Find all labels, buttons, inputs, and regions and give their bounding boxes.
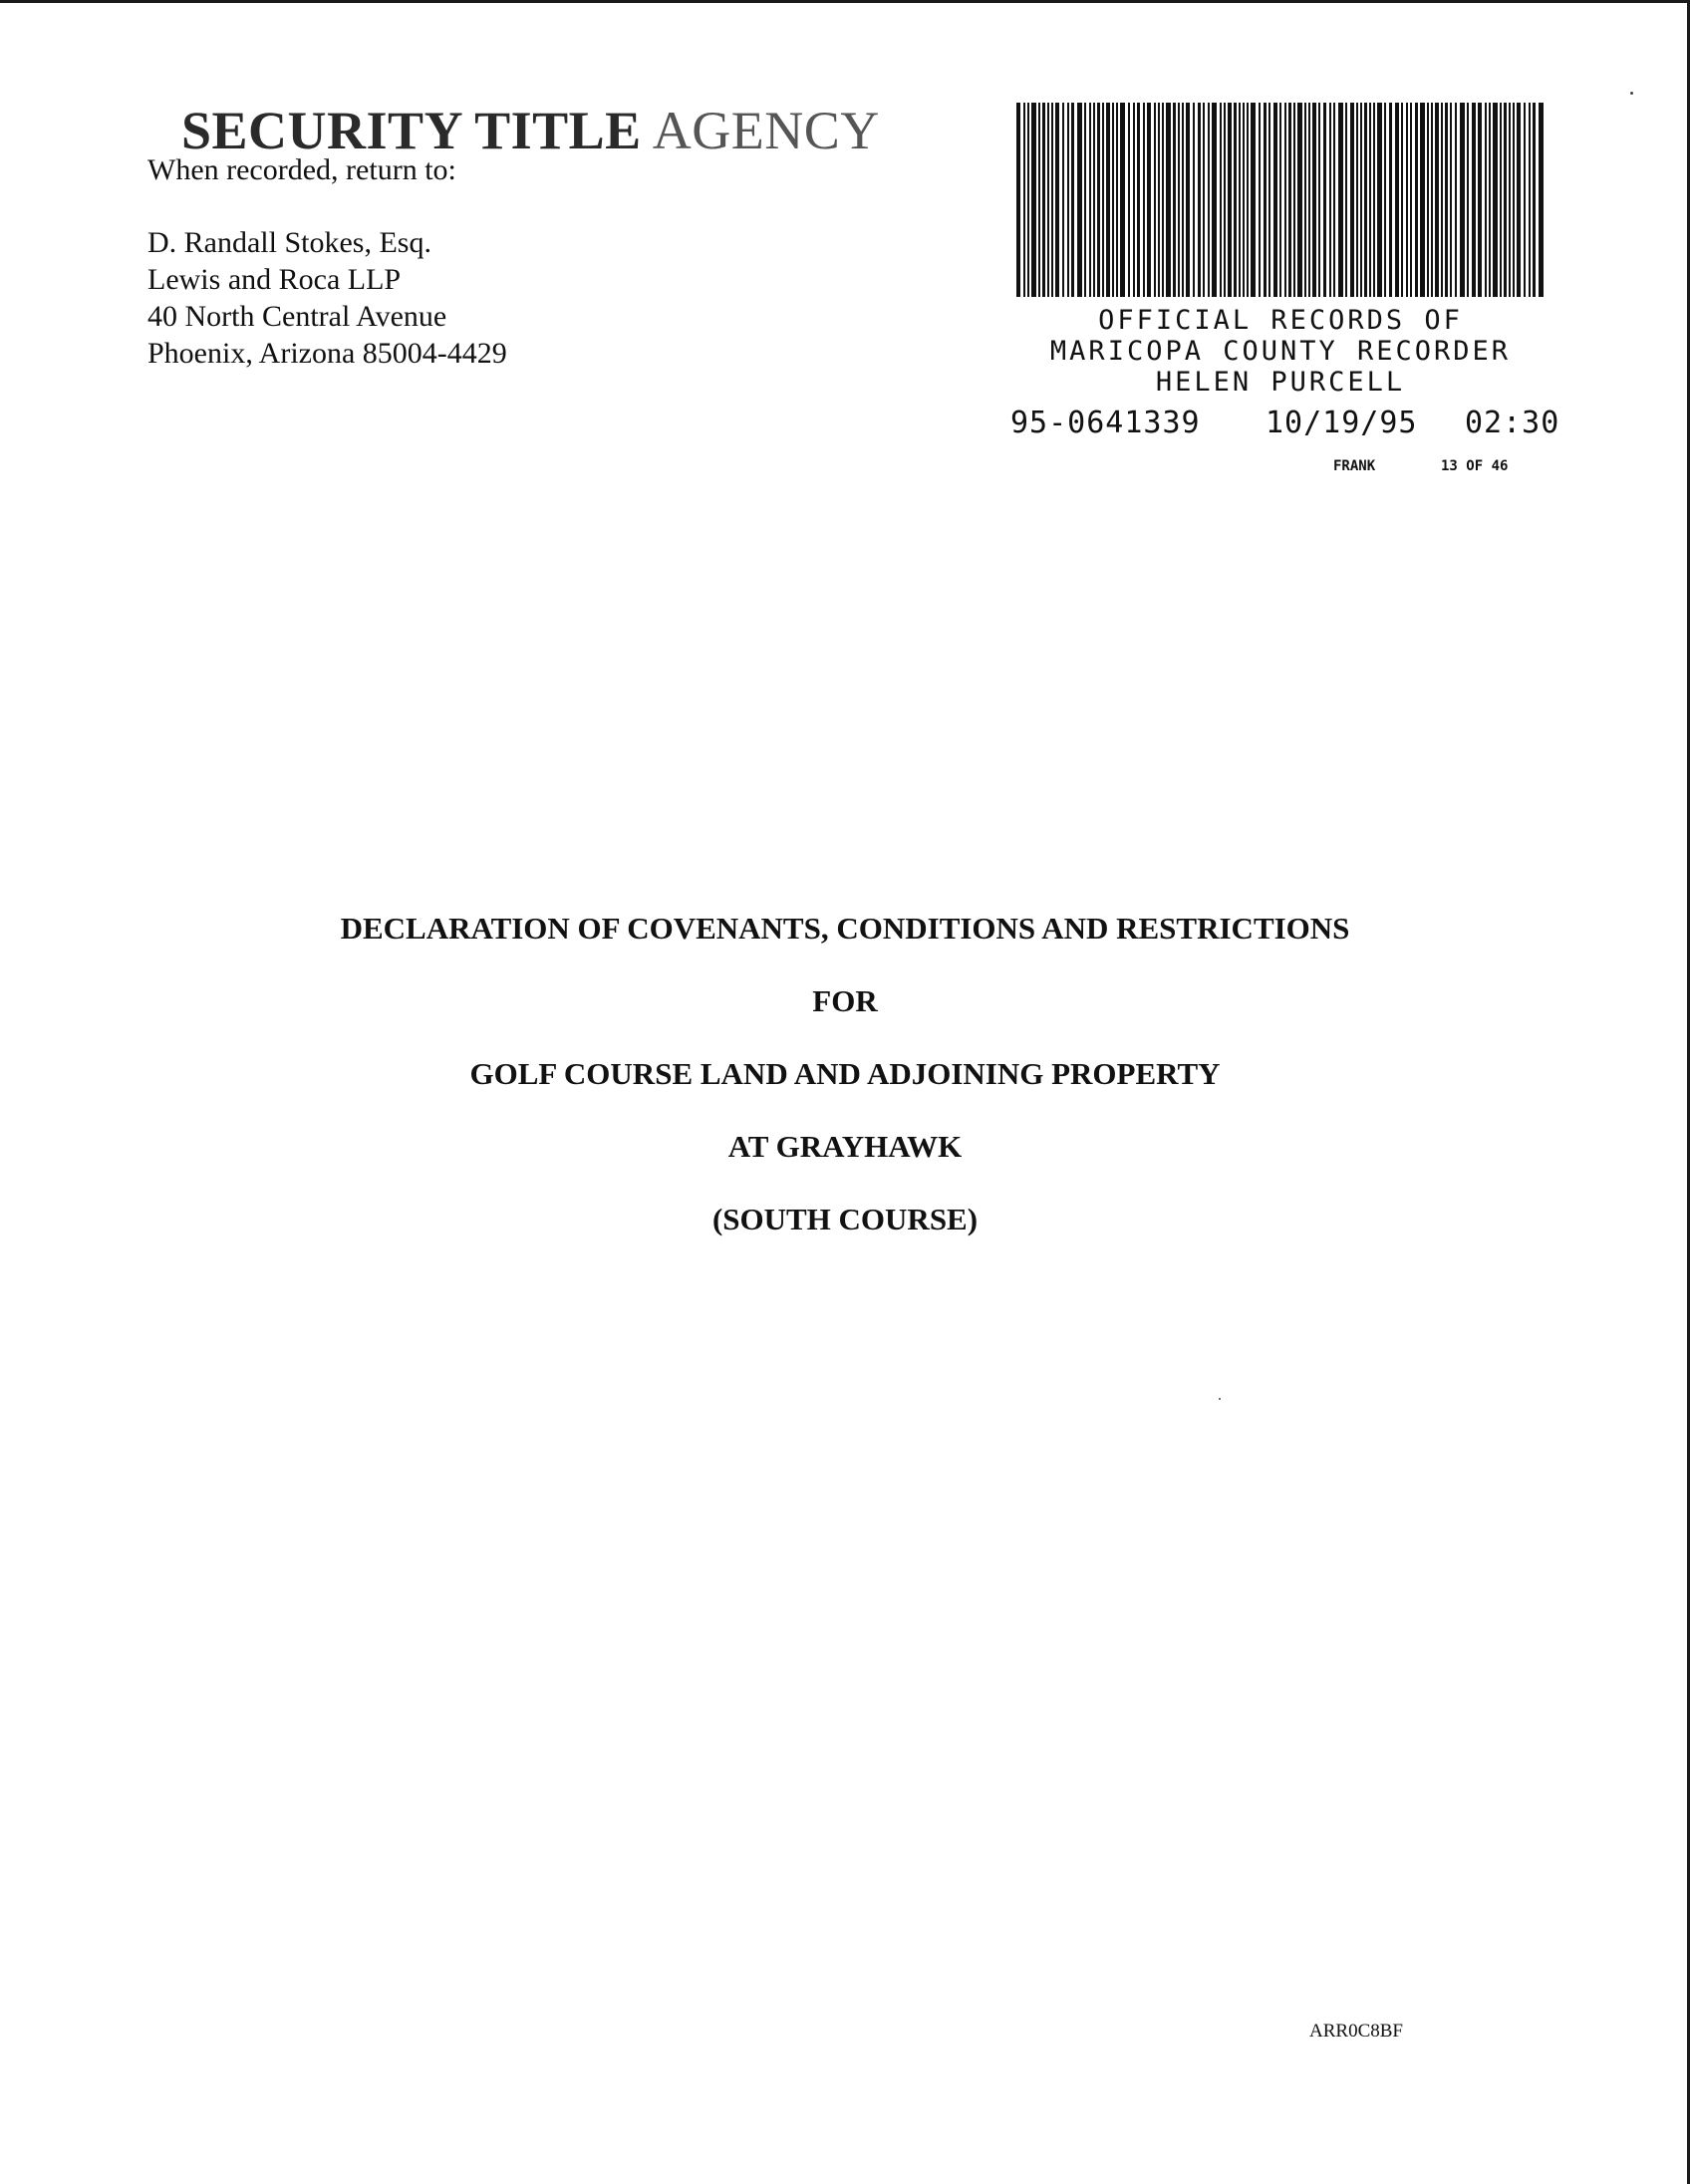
barcode-bar <box>1212 103 1217 297</box>
barcode-bar <box>1182 103 1184 297</box>
document-title <box>0 909 1690 1272</box>
barcode-bar <box>1517 103 1521 297</box>
barcode-bar <box>1410 103 1412 297</box>
barcode-bar <box>1467 103 1469 297</box>
barcode-bar <box>1389 103 1392 297</box>
title-line: (SOUTH COURSE) <box>711 1202 979 1236</box>
barcode-bar <box>1162 103 1164 297</box>
barcode-bar <box>1154 103 1156 297</box>
barcode-bar <box>1377 103 1382 297</box>
barcode-bar <box>1186 103 1190 297</box>
barcode-bar <box>1415 103 1418 297</box>
recorder-line: MARICOPA COUNTY RECORDER <box>1049 336 1512 367</box>
barcode-bar <box>1513 103 1515 297</box>
barcode-bar <box>1273 103 1277 297</box>
record-time: 02:30 <box>1465 406 1560 440</box>
barcode-bar <box>1504 103 1507 297</box>
barcode-bar <box>1304 103 1306 297</box>
barcode-bar <box>1042 103 1045 297</box>
barcode-bar <box>1220 103 1222 297</box>
barcode-bar <box>1234 103 1237 297</box>
barcode-bar <box>1067 103 1069 297</box>
barcode-bar <box>1455 103 1457 297</box>
barcode-bar <box>1533 103 1536 297</box>
title-line: AT GRAYHAWK <box>727 1129 963 1164</box>
barcode-bar <box>1224 103 1226 297</box>
barcode-bar <box>1120 103 1125 297</box>
barcode-bar <box>1489 103 1491 297</box>
scan-speck <box>1630 92 1633 95</box>
barcode-bar <box>1293 103 1295 297</box>
barcode-bar <box>1047 103 1049 297</box>
barcode-bar <box>1084 103 1086 297</box>
return-line: D. Randall Stokes, Esq. <box>147 226 431 259</box>
barcode-bar <box>1089 103 1091 297</box>
title-line: GOLF COURSE LAND AND ADJOINING PROPERTY <box>469 1056 1221 1091</box>
barcode-bar <box>1062 103 1064 297</box>
barcode-bar <box>1279 103 1281 297</box>
recording-barcode <box>1016 103 1545 297</box>
return-line: Phoenix, Arizona 85004-4429 <box>147 337 507 370</box>
barcode-bar <box>1259 103 1261 297</box>
barcode-bar <box>1137 103 1140 297</box>
barcode-bar <box>1147 103 1151 297</box>
stamp-light-text: AGENCY <box>652 101 880 160</box>
barcode-bar <box>1198 103 1201 297</box>
barcode-bar <box>1243 103 1245 297</box>
barcode-bar <box>1373 103 1375 297</box>
barcode-bar <box>1264 103 1267 297</box>
page-count: 13 OF 46 <box>1441 458 1509 474</box>
barcode-bar <box>1268 103 1270 297</box>
barcode-bar <box>1055 103 1059 297</box>
title-line: DECLARATION OF COVENANTS, CONDITIONS AND RESTRICTIONS <box>340 911 1350 946</box>
barcode-bar <box>1116 103 1118 297</box>
barcode-bar <box>1427 103 1429 297</box>
barcode-bar <box>1420 103 1425 297</box>
barcode-bar <box>1288 103 1291 297</box>
barcode-bar <box>1178 103 1180 297</box>
barcode-bar <box>1239 103 1241 297</box>
barcode-bar <box>1173 103 1176 297</box>
return-line: Lewis and Roca LLP <box>147 263 402 296</box>
barcode-bar <box>1318 103 1320 297</box>
return-line: 40 North Central Avenue <box>147 300 447 333</box>
barcode-bar <box>1395 103 1399 297</box>
barcode-bar <box>1071 103 1074 297</box>
barcode-bar <box>1308 103 1310 297</box>
barcode-bar <box>1023 103 1025 297</box>
barcode-bar <box>1133 103 1135 297</box>
barcode-bar <box>1485 103 1487 297</box>
barcode-bar <box>1016 103 1020 297</box>
barcode-bar <box>1077 103 1082 297</box>
barcode-bar <box>1401 103 1403 297</box>
barcode-bar <box>1031 103 1036 297</box>
barcode-bar <box>1478 103 1482 297</box>
barcode-bar <box>1356 103 1358 297</box>
barcode-bar <box>1406 103 1408 297</box>
barcode-bar <box>1345 103 1347 297</box>
barcode-bar <box>1338 103 1343 297</box>
barcode-bar <box>1158 103 1160 297</box>
barcode-bar <box>1106 103 1110 297</box>
barcode-bar <box>1450 103 1452 297</box>
barcode-bar <box>1128 103 1130 297</box>
barcode-bar <box>1297 103 1302 297</box>
barcode-bar <box>1027 103 1029 297</box>
barcode-bar <box>1284 103 1286 297</box>
barcode-bar <box>1143 103 1145 297</box>
barcode-bar <box>1329 103 1331 297</box>
recorder-label <box>1006 305 1554 398</box>
barcode-bar <box>1460 103 1465 297</box>
return-heading: When recorded, return to: <box>147 153 456 186</box>
barcode-bar <box>1051 103 1053 297</box>
barcode-bar <box>1247 103 1249 297</box>
barcode-bar <box>1445 103 1448 297</box>
barcode-bar <box>1493 103 1498 297</box>
barcode-bar <box>1524 103 1526 297</box>
barcode-bar <box>1500 103 1502 297</box>
barcode-bar <box>1251 103 1256 297</box>
stamp-bold-text: SECURITY TITLE <box>181 101 642 160</box>
barcode-bar <box>1097 103 1100 297</box>
barcode-bar <box>1333 103 1335 297</box>
record-number: 95-0641339 <box>1010 406 1201 440</box>
barcode-bar <box>1203 103 1205 297</box>
barcode-bar <box>1208 103 1210 297</box>
barcode-bar <box>1166 103 1171 297</box>
barcode-bar <box>1431 103 1433 297</box>
scan-speck <box>1219 1398 1221 1400</box>
barcode-bar <box>1369 103 1371 297</box>
recorder-line: HELEN PURCELL <box>1155 367 1406 398</box>
barcode-bar <box>1323 103 1326 297</box>
recording-clerk: FRANK <box>1333 458 1376 474</box>
barcode-bar <box>1384 103 1386 297</box>
title-line: FOR <box>812 983 878 1018</box>
barcode-bar <box>1441 103 1443 297</box>
barcode-bar <box>1038 103 1040 297</box>
barcode-bar <box>1509 103 1511 297</box>
barcode-bar <box>1193 103 1195 297</box>
barcode-bar <box>1102 103 1104 297</box>
barcode-bar <box>1350 103 1354 297</box>
barcode-bar <box>1112 103 1114 297</box>
barcode-bar <box>1435 103 1439 297</box>
document-code: ARR0C8BF <box>1309 2021 1403 2042</box>
record-date: 10/19/95 <box>1266 406 1418 440</box>
title-agency-stamp <box>181 101 880 160</box>
barcode-bar <box>1228 103 1232 297</box>
barcode-bar <box>1360 103 1362 297</box>
barcode-bar <box>1529 103 1531 297</box>
recorder-line: OFFICIAL RECORDS OF <box>1098 305 1463 336</box>
barcode-bar <box>1364 103 1367 297</box>
barcode-bar <box>1093 103 1095 297</box>
barcode-bar <box>1312 103 1316 297</box>
barcode-bar <box>1472 103 1476 297</box>
barcode-bar <box>1539 103 1544 297</box>
return-address-block <box>147 151 507 372</box>
scan-edge-top <box>0 0 1690 3</box>
